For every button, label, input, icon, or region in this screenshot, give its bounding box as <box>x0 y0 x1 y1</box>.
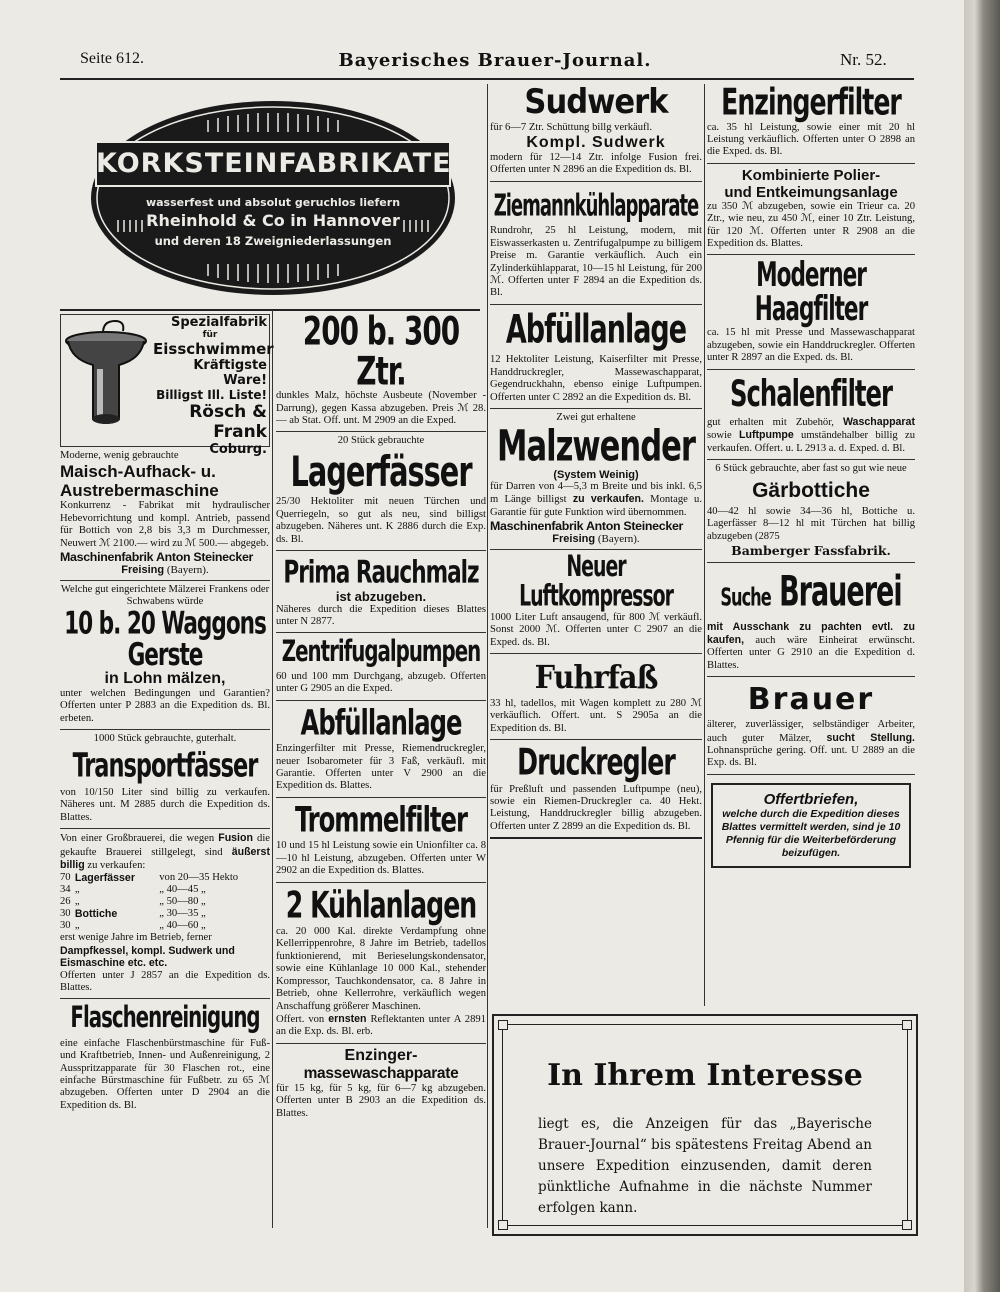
maisch-firm: Maschinenfabrik Anton Steinecker <box>60 550 254 565</box>
maisch-city <box>60 564 270 576</box>
malz-zu: zu <box>572 493 585 506</box>
offert-body: welche durch die Expedition dieses Blattes vermittelt werden, sind je 10 Pfennig für die Weiterbeförderung beizufügen. <box>721 807 901 859</box>
ziemann-head: Ziemannkühlapparate <box>493 186 699 223</box>
druck-head: Druckregler <box>517 740 675 784</box>
schalen-head: Schalenfilter <box>730 373 892 415</box>
ztr-head: 200 b. 300 Ztr. <box>302 309 460 394</box>
column-2 <box>276 309 486 1124</box>
lager-intro: 20 Stück gebrauchte <box>337 435 425 447</box>
ztr-body: dunkles Malz, höchste Ausbeute (November - Darrung), gegen Kassa abzugeben. Preis ℳ 28.— ab Stat. Off. unt. M 2909 an die Exped. <box>276 390 486 427</box>
haag-head: Moderner Haagfilter <box>754 255 868 330</box>
malz-text1: für Darren von 4—5,3 m Breite und bis inkl. 6,5 m Länge billigst <box>490 481 702 506</box>
brauer-text1: älterer, zuverlässiger, selbständiger Arbeiter, auch guter Mälzer, <box>707 719 915 744</box>
zentri-body: 60 und 100 mm Durchgang, abzugeb. Offerten unter G 2905 an die Exped. <box>276 670 486 695</box>
kuehl-text3: Reflektanten unter A 2891 an die Exp. ds. Bl. erb. <box>276 1013 486 1038</box>
fusion-text <box>60 832 270 872</box>
offert-head: Offertbriefen, <box>763 790 859 808</box>
fuhr-body: 33 hl, tadellos, mit Wagen komplett zu 280 ℳ verkäuflich. Offert. unt. S 2905a an die Expedition ds. Bl. <box>490 697 702 734</box>
eisschwimmer-l1: Spezialfabrik <box>171 315 267 330</box>
suche-word2: Brauerei <box>779 567 902 617</box>
fusion-body3: zu verkaufen: <box>87 859 146 871</box>
corner-ornament <box>498 1220 508 1230</box>
ziemann-body: Rundrohr, 25 hl Leistung, modern, mit Eiswasserkasten u. Zentrifugalpumpe zu billigem Preise m. Garantie verkäuflich. Auch ein Zylinderkühlapparat, 10—15 hl Leistung, für 200 ℳ. Offerten unter F 2894 an die Expedition ds. Bl. <box>490 225 702 299</box>
abf1-head: Abfüllanlage <box>505 307 687 353</box>
fuhr-ad <box>490 654 702 740</box>
column-rule <box>272 310 273 1228</box>
malz-verk: verkaufen. <box>590 493 644 506</box>
massewasch-body: für 15 kg, für 5 kg, für 6—7 kg abzugeben. Offerten unter B 2903 an die Expedition ds. Blattes. <box>276 1082 486 1119</box>
gaer-head: Gärbottiche <box>752 478 870 502</box>
interesse-head: In Ihrem Interesse <box>547 1058 863 1093</box>
column-rule <box>704 84 705 1006</box>
interesse-body: liegt es, die Anzeigen für das „Bayerische Brauer-Journal“ bis spätestens Freitag Abend an unsere Expedition einzusenden, damit deren pünktliche Aufnahme in die nächste Nummer erfolgen kann. <box>538 1116 872 1216</box>
kuehl-body2 <box>276 1013 486 1039</box>
flaschen-body: eine einfache Flaschenbürstmaschine für Fuß- und Kraftbetrieb, Innen- und Außenreinigung, 2 Ausspritzapparate für 30 Flaschen rot., eine einfache Bürstmaschine für Fußbetr. zu 65 ℳ abzugeben. Offerten unter D 2904 an die Expedition ds. Bl. <box>60 1037 270 1111</box>
fusion-bold: Fusion <box>218 832 253 845</box>
brauer-text2: Lohnansprüche gering. Off. unt. U 2889 an die Exp. ds. Bl. <box>707 744 915 769</box>
fusion-body5: Offerten unter J 2857 an die Expedition ds. Blattes. <box>60 969 270 993</box>
cell: 70 <box>60 872 71 884</box>
cell: „ <box>74 884 80 896</box>
schalen-body <box>707 416 915 455</box>
korkstein-line2: wasserfest und absolut geruchlos liefern <box>145 196 401 209</box>
schalen-luftp: Luftpumpe <box>739 429 794 442</box>
malz-head: Malzwender <box>497 422 695 473</box>
cell: Bottiche <box>74 908 118 921</box>
malz-ad <box>490 409 702 550</box>
maisch-ad <box>60 447 270 580</box>
corner-ornament <box>902 1020 912 1030</box>
cell: „ 40—45 „ <box>159 884 206 896</box>
offert-notice <box>711 783 911 868</box>
abf2-head: Abfüllanlage <box>300 702 462 744</box>
transport-body: von 10/150 Liter sind billig zu verkaufen. Näheres unt. M 2885 durch die Expedition ds. Blattes. <box>60 786 270 823</box>
sudwerk-head: Sudwerk <box>524 82 668 122</box>
trommel-head: Trommelfilter <box>295 800 467 841</box>
sudwerk-ad <box>490 82 702 182</box>
suche-word1: Suche <box>720 583 771 613</box>
table-row <box>60 896 270 908</box>
brauer-ad <box>707 677 915 775</box>
table-row <box>60 872 270 884</box>
table-row <box>60 908 270 920</box>
cell: 30 <box>60 908 71 920</box>
polier-head-1: Kombinierte Polier- <box>741 166 881 184</box>
maisch-body: Konkurrenz - Fabrikat mit hydraulischer Hebevorrichtung und kompl. Antrieb, passend für Bottich von 2,8 bis 3,3 m Durchmesser, Neuwert ℳ 2100.— wird zu ℳ 500.— abgegeb. <box>60 500 270 549</box>
suche-bold: mit Ausschank zu pachten evtl. zu kaufen, <box>707 620 915 646</box>
korkstein-line3: Rheinhold & Co in Hannover <box>146 211 400 230</box>
lager-body: 25/30 Hektoliter mit neuen Türchen und Querriegeln, so gut als neu, sind billigst abzugeben. Näheres unt. K 2886 durch die Exp. ds. Bl. <box>276 496 486 545</box>
kuehl-head: 2 Kühlanlagen <box>285 883 477 927</box>
rauch-head: Prima Rauchmalz <box>283 553 479 591</box>
trommel-ad <box>276 798 486 883</box>
table-row <box>60 884 270 896</box>
trommel-body: 10 und 15 hl Leistung sowie ein Unionfilter ca. 8—10 hl Leistung, abzugeben. Offerten unter W 2902 an die Expedition ds. Blattes. <box>276 840 486 877</box>
gaer-firm: Bamberger Fassfabrik. <box>731 542 891 558</box>
brauer-head: Brauer <box>747 682 875 718</box>
bucket-icon <box>63 319 149 437</box>
corner-ornament <box>498 1020 508 1030</box>
eisschwimmer-l4: Kräftigste Ware! <box>193 358 267 388</box>
lager-ad <box>276 432 486 551</box>
corner-ornament <box>902 1220 912 1230</box>
gerste-ad <box>60 580 270 730</box>
enzfilter-head: Enzingerfilter <box>721 80 901 124</box>
gerste-intro: Welche gut eingerichtete Mälzerei Frankens oder Schwabens würde <box>60 584 270 608</box>
table-row <box>60 920 270 932</box>
malz-sub: (System Weinig) <box>553 469 639 482</box>
luft-head: Neuer Luftkompressor <box>519 549 673 614</box>
zentri-ad <box>276 633 486 700</box>
haag-body: ca. 15 hl mit Presse und Massewaschapparat abzugeben, sowie ein Handdruckregler. Offerten unter R 2897 an die Exped. ds. Bl. <box>707 327 915 364</box>
enzfilter-body: ca. 35 hl Leistung, sowie einer mit 20 hl Leistung verkäuflich. Offerten unter O 2898 an die Exped. ds. Bl. <box>707 121 915 158</box>
suche-head <box>707 567 915 617</box>
malz-city <box>490 533 702 545</box>
schalen-text3: umständehalber billig zu verkaufen. Offert. u. L 2913 a. d. Exped. d. Bl. <box>707 430 915 454</box>
sudwerk-body2: modern für 12—14 Ztr. infolge Fusion frei. Offerten unter N 2896 an die Expedition ds. Bl. <box>490 152 702 176</box>
schalen-wasch: Waschapparat <box>842 416 915 429</box>
sudwerk-body1: für 6—7 Ztr. Schüttung billg verkäufl. <box>490 121 653 133</box>
luft-ad <box>490 550 702 654</box>
cell: 34 <box>60 884 71 896</box>
polier-body: zu 350 ℳ abzugeben, sowie ein Trieur ca. 20 Ztr., wie neu, zu 450 ℳ, einer 10 Ztr. Leistung, für 120 ℳ. Offerten unter R 2908 an die Expedition ds. Blattes. <box>707 200 915 249</box>
cell: 26 <box>60 896 71 908</box>
journal-title: Bayerisches Brauer-Journal. <box>338 50 652 71</box>
column-rule <box>487 84 488 1228</box>
gerste-head: 10 b. 20 Waggons Gerste <box>64 604 266 674</box>
abf1-ad <box>490 305 702 409</box>
druck-ad <box>490 740 702 839</box>
flaschen-ad <box>60 999 270 1116</box>
eisschwimmer-l7: Coburg. <box>209 442 267 457</box>
haag-ad <box>707 255 915 369</box>
fusion-body4: erst wenige Jahre im Betrieb, ferner <box>60 932 212 944</box>
rauch-sub: ist abzugeben. <box>335 588 427 604</box>
ztr-ad <box>276 309 486 432</box>
malz-city-name: Freising <box>552 533 596 546</box>
brauer-body <box>707 719 915 770</box>
schalen-text1: gut erhalten mit Zubehör, <box>707 417 834 429</box>
sudwerk-head2: Kompl. Sudwerk <box>526 134 666 152</box>
gaer-body: 40—42 hl sowie 34—36 hl, Bottiche u. Lagerfässer 8—12 hl mit Türchen hat billig abzugeben (2875 <box>707 505 915 542</box>
flaschen-head: Flaschenreinigung <box>70 1001 260 1036</box>
brauer-sucht: sucht Stellung. <box>826 731 915 744</box>
lager-head: Lagerfässer <box>290 447 472 497</box>
abf1-body: 12 Hektoliter Leistung, Kaiserfilter mit Presse, Handdruckregler, Massewaschapparat, Gegendruckhahn, ebenso einige Luftpumpen. Offerten unter C 2892 an die Expedition ds. Bl. <box>490 354 702 403</box>
zentri-head: Zentrifugalpumpen <box>281 635 481 670</box>
eisschwimmer-l6: Rösch & Frank <box>189 402 267 442</box>
fusion-body2: die gekaufte Brauerei stillgelegt, sind <box>60 833 270 858</box>
fusion-body1: Von einer Großbrauerei, die wegen <box>60 833 215 845</box>
massewasch-head-2: massewaschapparate <box>303 1064 459 1082</box>
maisch-city-name: Freising <box>121 564 165 577</box>
eisschwimmer-l5: Billigst Ill. Liste! <box>156 388 267 402</box>
druck-body: für Preßluft und passenden Luftpumpe (neu), sowie ein Riemen-Druckregler ca. 40 Hekt. Leistung, Handdruckregler billig abzugeben. Offerten unter Z 2899 an die Expedition ds. Bl. <box>490 783 702 832</box>
ziemann-ad <box>490 182 702 305</box>
massewasch-ad <box>276 1044 486 1124</box>
korkstein-title: KORKSTEINFABRIKATE <box>96 148 452 179</box>
korkstein-ad <box>60 84 480 311</box>
abf2-ad <box>276 701 486 798</box>
cell: „ 30—35 „ <box>159 908 206 920</box>
fuhr-head: Fuhrfaß <box>534 658 658 697</box>
cell: „ 40—60 „ <box>159 920 206 932</box>
eisschwimmer-l2: für <box>202 330 218 340</box>
maisch-head-2: Austrebermaschine <box>60 481 219 501</box>
column-3 <box>490 82 702 839</box>
polier-head-2: und Entkeimungsanlage <box>724 183 898 201</box>
fusion-ad <box>60 829 270 999</box>
cell: „ 50—80 „ <box>159 896 206 908</box>
malz-city-sub: (Bayern). <box>597 533 640 546</box>
fusion-bold1: Dampfkessel, kompl. Sudwerk und Eismaschine etc. etc. <box>60 944 235 970</box>
schalen-text2: sowie <box>707 430 732 442</box>
malz-body <box>490 481 702 519</box>
polier-ad <box>707 164 915 256</box>
cell: „ <box>74 896 80 908</box>
gerste-body: unter welchen Bedingungen und Garantien? Offerten unter P 2883 an die Expedition ds. Bl. erbeten. <box>60 687 270 724</box>
issue-number: Nr. 52. <box>840 50 887 69</box>
header-rule <box>60 78 914 80</box>
cell: von 20—35 Hekto <box>159 872 239 884</box>
enzfilter-ad <box>707 82 915 164</box>
gaer-intro: 6 Stück gebrauchte, aber fast so gut wie neue <box>715 463 907 475</box>
book-spine-edge <box>964 0 1000 1292</box>
abf2-body: Enzingerfilter mit Presse, Riemendruckregler, neuer Isobarometer für 3 Faß, verkäufl. mit Garantie. Offerten unter V 2900 an die Expedition ds. Blattes. <box>276 743 486 792</box>
cell: 30 <box>60 920 71 932</box>
rauch-ad <box>276 551 486 633</box>
maisch-city-sub: (Bayern). <box>166 564 209 577</box>
maisch-head-1: Maisch-Aufhack- u. <box>60 462 216 482</box>
kuehl-body: ca. 20 000 Kal. direkte Verdampfung ohne Kellerrippenrohre, 8 Jahre im Betrieb, tadellos funktionierend, mit Berieselungskondensator, sowie eine Kühlanlage 10 000 Kal., stehender Kompressor, Tauchkondensator, ca. 8 Jahre in Betrieb, ohne Kellerrohre, verkäuflich wegen Anschaffung größerer Maschinen. <box>276 926 486 1012</box>
transport-head: Transportfässer <box>72 746 258 785</box>
interesse-box <box>492 1014 918 1236</box>
malz-intro: Zwei gut erhaltene <box>556 411 636 423</box>
transport-intro: 1000 Stück gebrauchte, guterhalt. <box>93 733 237 744</box>
suche-text: auch wäre Einheirat erwünscht. Offerten unter G 2910 an die Expedition d. Blattes. <box>707 634 915 671</box>
eisschwimmer-l3: Eisschwimmer <box>153 340 274 358</box>
malz-firm: Maschinenfabrik Anton Steinecker <box>490 519 684 534</box>
cell: Lagerfässer <box>74 872 135 885</box>
luft-body: 1000 Liter Luft ansaugend, für 800 ℳ verkäufl. Sonst 2000 ℳ. Offerten unter C 2907 an die Exped. ds. Bl. <box>490 612 702 648</box>
suche-ad <box>707 563 915 677</box>
column-4 <box>707 82 915 876</box>
rauch-body: Näheres durch die Expedition dieses Blattes unter N 2877. <box>276 603 486 627</box>
gerste-sub: in Lohn mälzen, <box>104 669 226 687</box>
cell: „ <box>74 920 80 932</box>
kuehl-ernst: ernsten <box>328 1012 367 1025</box>
suche-body <box>707 621 915 673</box>
gaer-ad <box>707 460 915 563</box>
fusion-table <box>60 872 270 932</box>
malz-text2: Montage u. Garantie für gute Funktion wird übernommen. <box>490 494 702 518</box>
fusion-billig: äußerst billig <box>60 845 270 871</box>
massewasch-head-1: Enzinger- <box>344 1046 418 1064</box>
kuehl-ad <box>276 883 486 1044</box>
kuehl-text: Offert. von <box>276 1013 325 1025</box>
schalen-ad <box>707 370 915 461</box>
transport-ad <box>60 730 270 829</box>
maisch-intro: Moderne, wenig gebrauchte <box>60 450 179 461</box>
korkstein-line4: und deren 18 Zweigniederlassungen <box>154 234 392 248</box>
column-1 <box>60 314 274 1116</box>
page-number: Seite 612. <box>80 50 144 67</box>
